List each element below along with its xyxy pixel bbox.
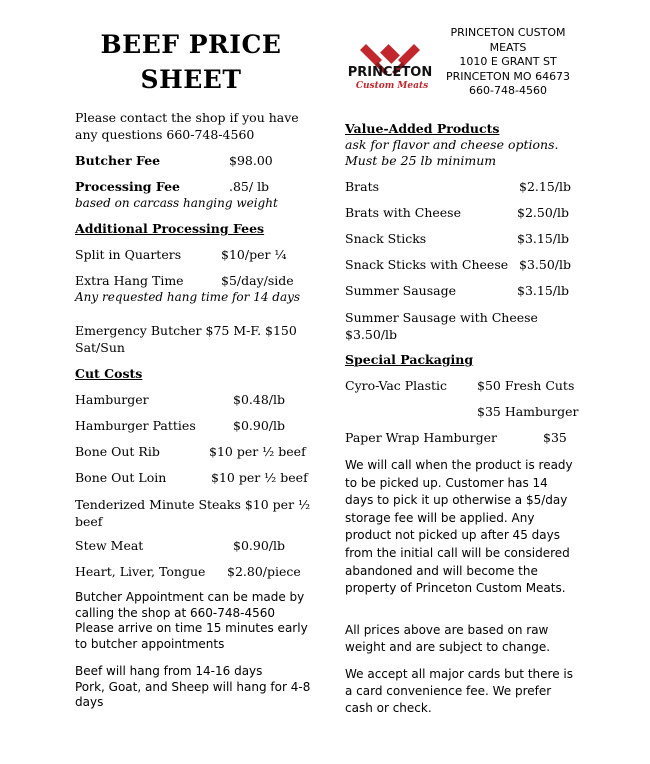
cards-note: We accept all major cards but there is a card convenience fee. We prefer cash or check. [345, 667, 573, 715]
cut-costs-header: Cut Costs [75, 366, 143, 381]
cyro-value-fresh: $50 Fresh Cuts [477, 378, 575, 393]
product-value: $3.15/lb [517, 283, 569, 298]
cyro-label: Cyro-Vac Plastic [345, 378, 448, 393]
tenderized-text: Tenderized Minute Steaks $10 per ½ beef [75, 497, 311, 529]
title-line-1: BEEF PRICE [100, 30, 282, 59]
processing-fee-label: Processing Fee [75, 179, 180, 194]
cut-label: Hamburger Patties [75, 418, 196, 433]
special-packaging-header: Special Packaging [345, 352, 474, 367]
butcher-fee-value: $98.00 [229, 153, 273, 168]
shop-street: 1010 E GRANT ST [459, 55, 557, 68]
product-value: $3.50/lb [519, 257, 571, 272]
cut-label: Hamburger [75, 392, 149, 407]
product-label: Summer Sausage [345, 283, 456, 298]
emergency-text: Emergency Butcher $75 M-F. $150 Sat/Sun [75, 323, 297, 355]
processing-fee-value: .85/ lb [229, 179, 270, 194]
page-title [66, 27, 316, 97]
split-value: $10/per ¼ [221, 247, 287, 262]
processing-note: based on carcass hanging weight [75, 196, 278, 210]
split-label: Split in Quarters [75, 247, 182, 262]
shop-phone: 660-748-4560 [469, 84, 547, 97]
shop-city: PRINCETON MO 64673 [445, 69, 571, 83]
additional-fees-header: Additional Processing Fees [75, 221, 265, 236]
cut-value: $10 per ½ beef [211, 470, 308, 485]
shop-name-2: MEATS [489, 40, 527, 54]
appointment-text: Butcher Appointment can be made by calling the shop at 660-748-4560 Please arrive on time 15 minutes early to butcher appointments [75, 590, 308, 651]
value-added-note: ask for flavor and cheese options. Must be 25 lb minimum [345, 137, 559, 168]
contact-text: Please contact the shop if you have any questions 660-748-4560 [75, 110, 299, 142]
logo-word-2: Custom Meats [355, 81, 429, 91]
cut-value: $10 per ½ beef [209, 444, 306, 459]
product-label: Snack Sticks [345, 231, 427, 246]
logo-word-1: PRINCETON [347, 65, 433, 80]
heart-value: $2.80/piece [227, 564, 301, 579]
stew-label: Stew Meat [75, 538, 144, 553]
cut-value: $0.48/lb [233, 392, 285, 407]
summer-cheese-text: Summer Sausage with Cheese $3.50/lb [345, 310, 538, 342]
butcher-fee-label: Butcher Fee [75, 153, 161, 168]
shop-address [438, 26, 578, 99]
hang-info [75, 664, 315, 711]
product-value: $2.15/lb [519, 179, 571, 194]
princeton-logo [347, 42, 433, 92]
shop-name-1: PRINCETON CUSTOM [450, 26, 566, 39]
product-label: Brats [345, 179, 380, 194]
product-value: $2.50/lb [517, 205, 569, 220]
pickup-policy: We will call when the product is ready to be picked up. Customer has 14 days to pick it up otherwise a $5/day storage fee will be applied. Any product not picked up after 45 days from the initial call will be considered abandoned and will become the property of Princeton Custom Meats. [345, 458, 573, 596]
product-value: $3.15/lb [517, 231, 569, 246]
cyro-value-hamburger: $35 Hamburger [477, 404, 579, 419]
prices-note: All prices above are based on raw weight and are subject to change. [345, 623, 551, 654]
hang-info-beef: Beef will hang from 14-16 days [75, 664, 263, 678]
stew-value: $0.90/lb [233, 538, 285, 553]
cut-label: Bone Out Rib [75, 444, 160, 459]
paper-wrap-label: Paper Wrap Hamburger [345, 430, 497, 445]
cleaver-logo-icon [347, 42, 433, 92]
heart-label: Heart, Liver, Tongue [75, 564, 206, 579]
value-added-header: Value-Added Products [345, 121, 500, 136]
cut-value: $0.90/lb [233, 418, 285, 433]
title-line-2: SHEET [140, 65, 242, 94]
product-label: Brats with Cheese [345, 205, 461, 220]
cut-label: Bone Out Loin [75, 470, 167, 485]
paper-wrap-value: $35 [543, 430, 567, 445]
hang-info-other: Pork, Goat, and Sheep will hang for 4-8 days [75, 679, 311, 709]
hang-note: Any requested hang time for 14 days [75, 290, 301, 304]
hang-value: $5/day/side [221, 273, 294, 288]
product-label: Snack Sticks with Cheese [345, 257, 509, 272]
hang-label: Extra Hang Time [75, 273, 184, 288]
